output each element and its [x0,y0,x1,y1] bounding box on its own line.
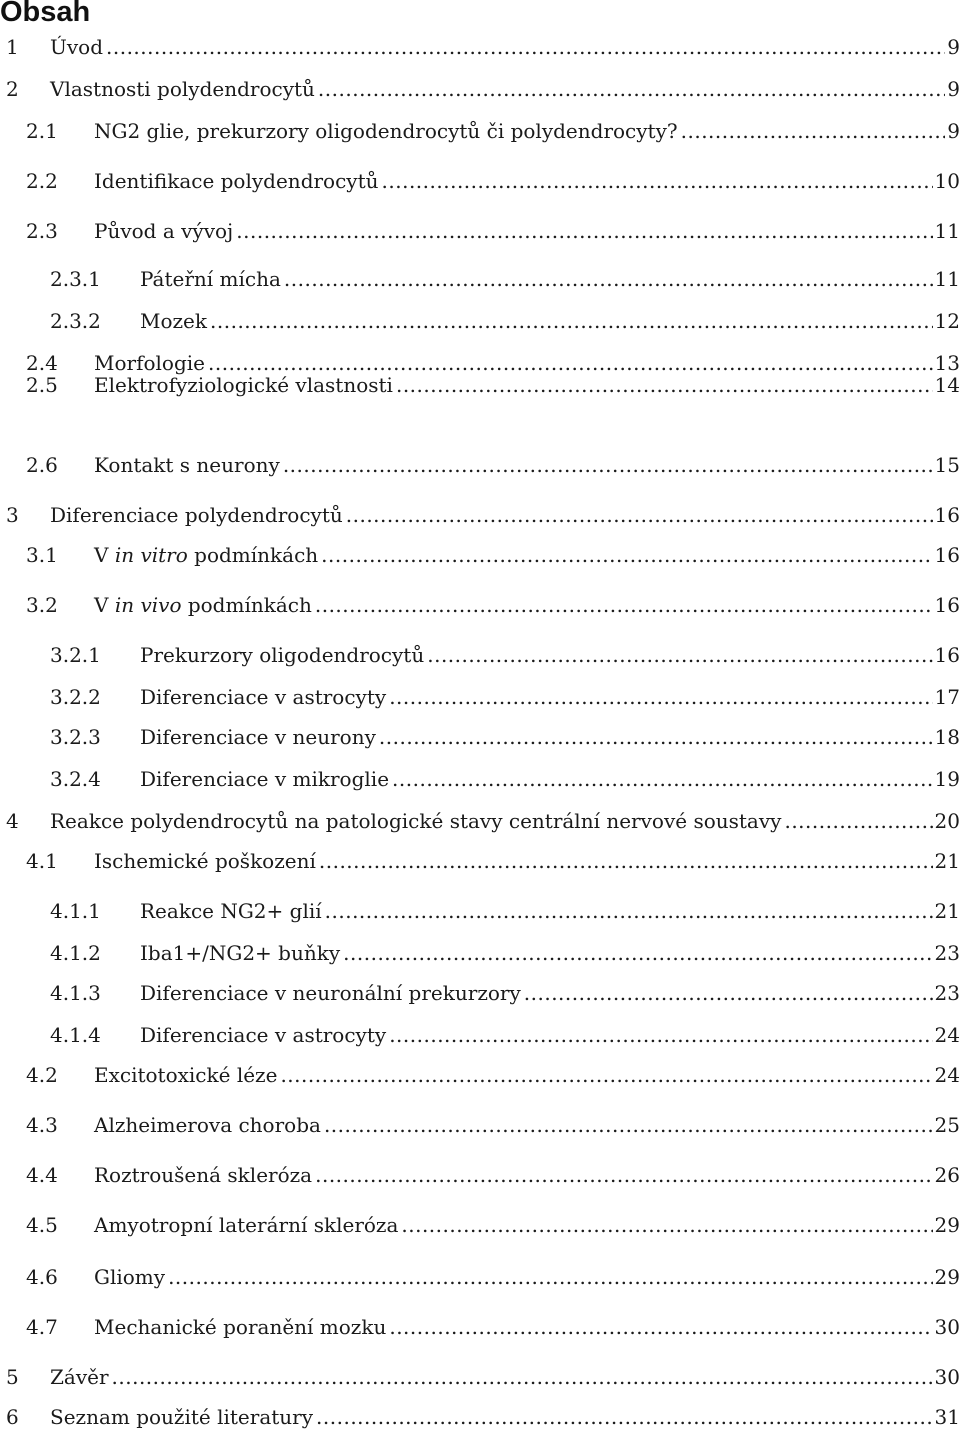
toc-page-number: 25 [934,1113,960,1137]
leader-dots [389,682,932,712]
toc-number: 3.1 [26,543,58,567]
toc-number: 6 [6,1405,19,1429]
leader-dots [315,1160,932,1190]
toc-entry-3-2-2[interactable] [0,682,960,712]
toc-number: 4.5 [26,1213,58,1237]
toc-page-number: 10 [934,169,960,193]
leader-dots [283,450,933,480]
toc-entry-5[interactable] [0,1362,960,1392]
toc-page-number: 26 [934,1163,960,1187]
toc-number: 2.4 [26,351,58,375]
toc-title: Iba1+/NG2+ buňky [140,941,341,965]
toc-title: Původ a vývoj [94,219,234,243]
leader-dots [427,640,932,670]
toc-title: Seznam použité literatury [50,1405,314,1429]
leader-dots [379,722,933,752]
leader-dots [280,1060,932,1090]
toc-number: 2.3.1 [50,267,101,291]
toc-page-number: 29 [934,1265,960,1289]
toc-title: Mechanické poranění mozku [94,1315,387,1339]
toc-title: Vlastnosti polydendrocytů [50,77,315,101]
toc-title: Páteřní mícha [140,267,281,291]
toc-page-number: 16 [934,503,960,527]
toc-page-number: 15 [934,453,960,477]
toc-page-number: 16 [934,593,960,617]
toc-entry-4-5[interactable] [0,1210,960,1240]
toc-page-number: 11 [934,219,960,243]
toc-number: 4 [6,809,19,833]
toc-page-number: 24 [934,1063,960,1087]
toc-title: Kontakt s neurony [94,453,280,477]
toc-page-number: 23 [934,981,960,1005]
page-title: Obsah [0,0,91,28]
toc-entry-4[interactable] [0,806,960,836]
leader-dots [284,264,933,294]
toc-entry-3-1[interactable] [0,540,960,570]
latin-term: in vivo [114,593,182,617]
toc-number: 4.1.3 [50,981,101,1005]
toc-title: Závěr [50,1365,109,1389]
leader-dots [389,1020,932,1050]
toc-number: 3.2.4 [50,767,101,791]
toc-entry-4-1-3[interactable] [0,978,960,1008]
toc-page-number: 23 [934,941,960,965]
toc-entry-2-6[interactable] [0,450,960,480]
toc-title: NG2 glie, prekurzory oligodendrocytů či polydendrocyty? [94,119,678,143]
toc-number: 4.3 [26,1113,58,1137]
toc-title: Amyotropní laterární skleróza [94,1213,399,1237]
toc-number: 4.1.4 [50,1023,101,1047]
toc-entry-4-1-2[interactable] [0,938,960,968]
leader-dots [316,1402,933,1432]
toc-title: V in vitro podmínkách [94,543,319,567]
leader-dots [324,1110,933,1140]
toc-entry-3[interactable] [0,500,960,530]
toc-page-number: 14 [934,373,960,397]
toc-number: 1 [6,35,19,59]
toc-number: 4.7 [26,1315,58,1339]
toc-entry-2-3-2[interactable] [0,306,960,336]
toc-number: 2.2 [26,169,58,193]
leader-dots [401,1210,932,1240]
toc-title: Diferenciace v neuronální prekurzory [140,981,521,1005]
toc-entry-2-5[interactable] [0,370,960,400]
toc-number: 2.3 [26,219,58,243]
toc-page-number: 30 [934,1315,960,1339]
toc-entry-3-2-4[interactable] [0,764,960,794]
toc-number: 2.6 [26,453,58,477]
leader-dots [382,166,933,196]
toc-entry-4-1-1[interactable] [0,896,960,926]
leader-dots [346,500,933,530]
toc-number: 2 [6,77,19,101]
toc-number: 2.1 [26,119,58,143]
leader-dots [321,540,932,570]
toc-page-number: 13 [934,351,960,375]
toc-number: 4.1.2 [50,941,101,965]
toc-page-number: 16 [934,643,960,667]
toc-page-number: 18 [934,725,960,749]
toc-title: Identifikace polydendrocytů [94,169,379,193]
toc-page-number: 21 [934,899,960,923]
toc-title: Gliomy [94,1265,166,1289]
latin-term: in vitro [114,543,188,567]
toc-number: 4.1 [26,849,58,873]
toc-title: Excitotoxické léze [94,1063,278,1087]
toc-title: Roztroušená skleróza [94,1163,313,1187]
toc-title: Prekurzory oligodendrocytů [140,643,425,667]
leader-dots [106,32,945,62]
leader-dots [112,1362,933,1392]
toc-page-number: 9 [947,119,960,143]
toc-title: Diferenciace v neurony [140,725,376,749]
toc-page-number: 24 [934,1023,960,1047]
toc-page-number: 9 [947,35,960,59]
leader-dots [315,590,933,620]
leader-dots [325,896,933,926]
leader-dots [784,806,932,836]
toc-number: 3.2.1 [50,643,101,667]
toc-number: 2.5 [26,373,58,397]
toc-title: V in vivo podmínkách [94,593,312,617]
toc-page-number: 12 [934,309,960,333]
toc-page-number: 29 [934,1213,960,1237]
leader-dots [681,116,946,146]
toc-title: Diferenciace polydendrocytů [50,503,343,527]
toc-entry-4-2[interactable] [0,1060,960,1090]
toc-page-number: 9 [947,77,960,101]
toc-entry-2-3-1[interactable] [0,264,960,294]
toc-page-number: 11 [934,267,960,291]
toc-title: Elektrofyziologické vlastnosti [94,373,393,397]
toc-entry-3-2[interactable] [0,590,960,620]
toc-entry-2-1[interactable] [0,116,960,146]
toc-number: 4.1.1 [50,899,101,923]
toc-title: Mozek [140,309,208,333]
toc-entry-2[interactable] [0,74,960,104]
toc-title: Ischemické poškození [94,849,316,873]
toc-number: 3.2.3 [50,725,101,749]
toc-entry-3-2-3[interactable] [0,722,960,752]
leader-dots [343,938,932,968]
toc-number: 4.4 [26,1163,58,1187]
toc-number: 4.6 [26,1265,58,1289]
toc-entry-3-2-1[interactable] [0,640,960,670]
leader-dots [389,1312,932,1342]
toc-number: 5 [6,1365,19,1389]
toc-title: Alzheimerova choroba [94,1113,321,1137]
toc-entry-1[interactable] [0,32,960,62]
toc-entry-2-2[interactable] [0,166,960,196]
toc-number: 2.3.2 [50,309,101,333]
toc-entry-4-4[interactable] [0,1160,960,1190]
toc-page-number: 16 [934,543,960,567]
leader-dots [524,978,933,1008]
toc-entry-4-1-4[interactable] [0,1020,960,1050]
toc-title: Diferenciace v astrocyty [140,1023,387,1047]
leader-dots [319,846,933,876]
toc-entry-6[interactable] [0,1402,960,1432]
toc-title: Diferenciace v astrocyty [140,685,387,709]
leader-dots [318,74,945,104]
toc-number: 3.2 [26,593,58,617]
leader-dots [168,1262,932,1292]
toc-entry-4-7[interactable] [0,1312,960,1342]
leader-dots [396,370,933,400]
leader-dots [236,216,932,246]
toc-number: 4.2 [26,1063,58,1087]
leader-dots [392,764,933,794]
toc-title: Morfologie [94,351,205,375]
toc-number: 3.2.2 [50,685,101,709]
toc-title: Diferenciace v mikroglie [140,767,390,791]
toc-title: Reakce NG2+ glií [140,899,322,923]
leader-dots [210,306,933,336]
toc-page-number: 31 [934,1405,960,1429]
toc-entry-4-1[interactable] [0,846,960,876]
toc-entry-2-3[interactable] [0,216,960,246]
toc-entry-4-3[interactable] [0,1110,960,1140]
toc-title: Reakce polydendrocytů na patologické stavy centrální nervové soustavy [50,809,782,833]
toc-page-number: 21 [934,849,960,873]
toc-entry-4-6[interactable] [0,1262,960,1292]
toc-page-number: 17 [934,685,960,709]
toc-page-number: 19 [934,767,960,791]
toc-page-number: 30 [934,1365,960,1389]
toc-page-number: 20 [934,809,960,833]
toc-title: Úvod [50,35,103,59]
toc-number: 3 [6,503,19,527]
